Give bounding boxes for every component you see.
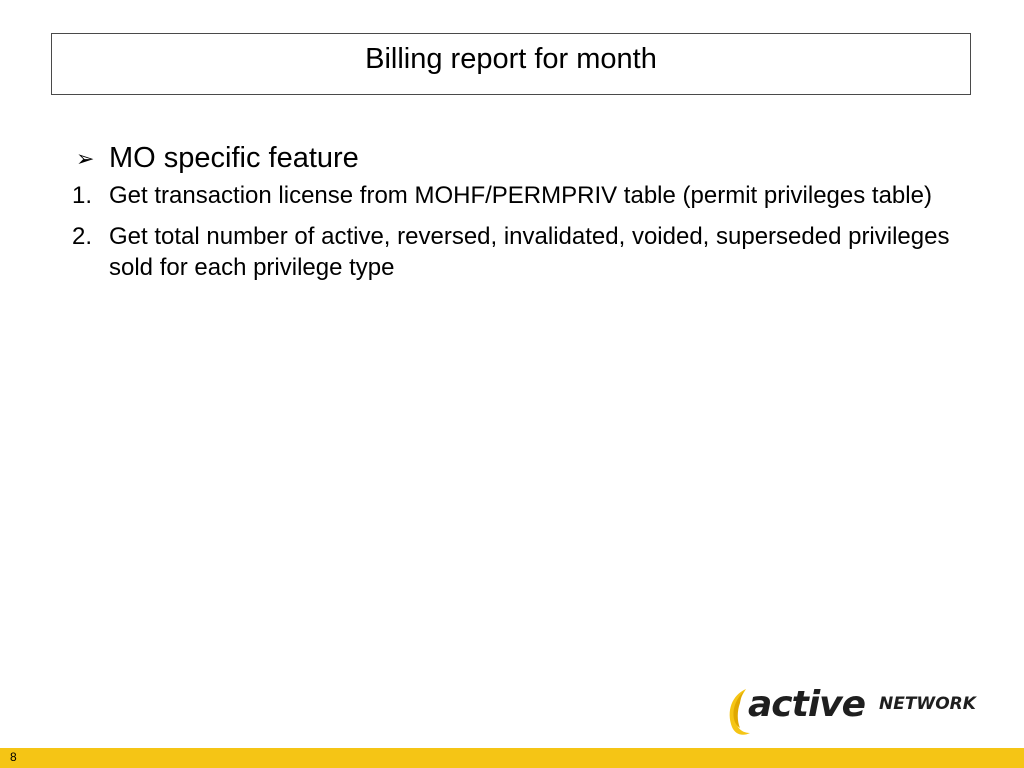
item-text: Get transaction license from MOHF/PERMPRIV table (permit privileges table) [109, 182, 932, 209]
slide-title: Billing report for month [365, 43, 657, 75]
item-number: 1. [72, 182, 93, 209]
bullet-text: MO specific feature [109, 142, 359, 174]
slide-number: 8 [10, 750, 17, 764]
footer-bar [0, 748, 1024, 768]
arrow-bullet-icon: ➢ [76, 146, 95, 171]
active-network-logo [724, 683, 992, 739]
logo-active-text: active [748, 684, 866, 725]
logo-network-text: NETWORK [879, 694, 976, 714]
bullet-item [72, 140, 972, 180]
item-text: Get total number of active, reversed, invalidated, voided, superseded privileges sold for each privilege type [109, 223, 950, 281]
item-number: 2. [72, 223, 93, 250]
numbered-item-2 [72, 221, 972, 283]
slide-content [72, 140, 972, 293]
numbered-item-1 [72, 180, 972, 211]
title-box [51, 33, 971, 95]
